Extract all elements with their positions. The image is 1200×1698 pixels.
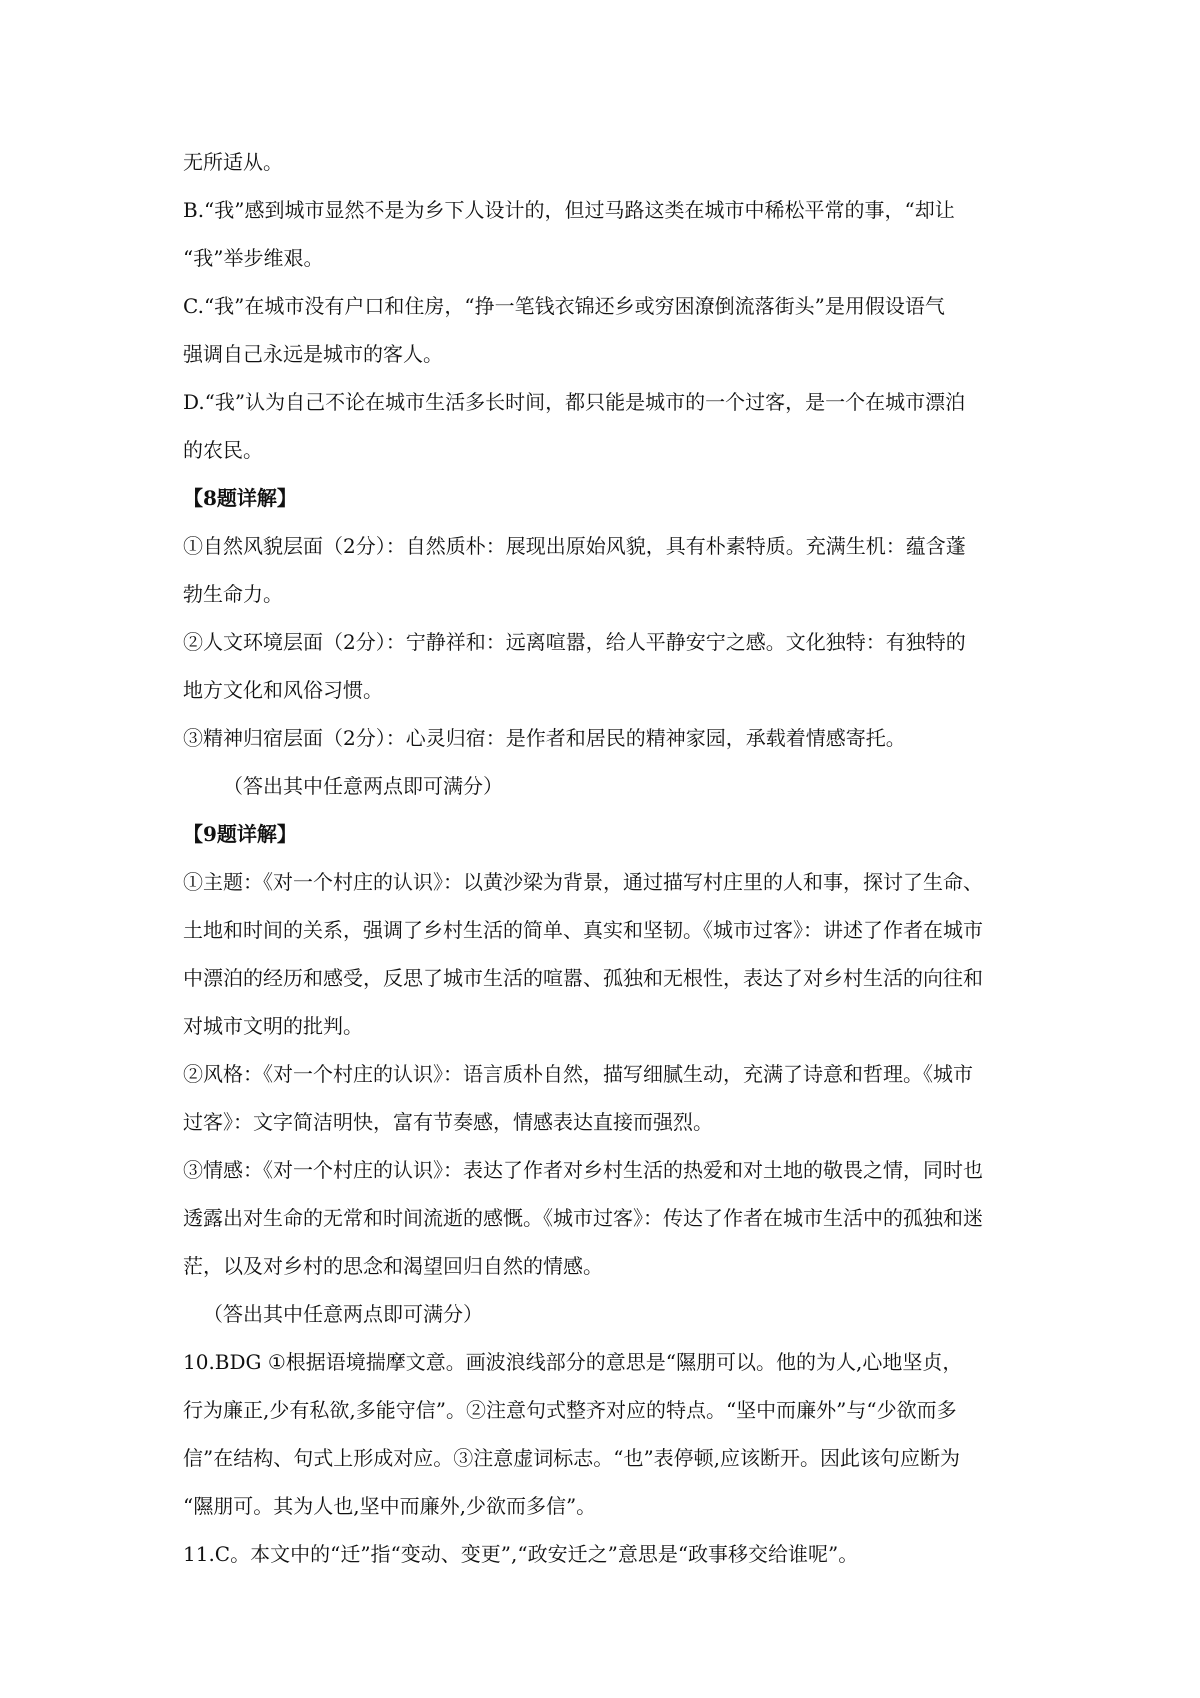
- q8-point-1-line-1: ①自然风貌层面（2分）：自然质朴：展现出原始风貌，具有朴素特质。充满生机：蕴含蓬: [183, 534, 966, 558]
- q9-point-1-line-1: ①主题：《对一个村庄的认识》：以黄沙梁为背景，通过描写村庄里的人和事，探讨了生命、: [183, 870, 983, 894]
- text-line: 无所适从。: [183, 150, 283, 174]
- option-d-line-1: D.“我”认为自己不论在城市生活多长时间，都只能是城市的一个过客，是一个在城市漂泊: [183, 390, 966, 414]
- q9-point-1-line-2: 土地和时间的关系，强调了乡村生活的简单、真实和坚韧。《城市过客》：讲述了作者在城市: [183, 918, 983, 942]
- q8-note: （答出其中任意两点即可满分）: [223, 774, 503, 798]
- q9-point-3-line-2: 透露出对生命的无常和时间流逝的感慨。《城市过客》：传达了作者在城市生活中的孤独和迷: [183, 1206, 983, 1230]
- q9-heading: 【9题详解】: [183, 822, 297, 846]
- q9-point-2-line-2: 过客》：文字简洁明快，富有节奏感，情感表达直接而强烈。: [183, 1110, 713, 1134]
- q8-point-3: ③精神归宿层面（2分）：心灵归宿：是作者和居民的精神家园，承载着情感寄托。: [183, 726, 906, 750]
- q10-line-2: 行为廉正,少有私欲,多能守信”。②注意句式整齐对应的特点。“坚中而廉外”与“少欲而多: [183, 1398, 957, 1422]
- q9-note: （答出其中任意两点即可满分）: [203, 1302, 483, 1326]
- option-b-line-1: B.“我”感到城市显然不是为乡下人设计的，但过马路这类在城市中稀松平常的事，“却让: [183, 198, 955, 222]
- q9-point-3-line-3: 茫，以及对乡村的思念和渴望回归自然的情感。: [183, 1254, 603, 1278]
- option-c-line-2: 强调自己永远是城市的客人。: [183, 342, 443, 366]
- option-d-line-2: 的农民。: [183, 438, 263, 462]
- q8-heading: 【8题详解】: [183, 486, 297, 510]
- q10-line-4: “隰朋可。其为人也,坚中而廉外,少欲而多信”。: [183, 1494, 597, 1518]
- option-b-line-2: “我”举步维艰。: [183, 246, 324, 270]
- q9-point-1-line-4: 对城市文明的批判。: [183, 1014, 363, 1038]
- q10-line-3: 信”在结构、句式上形成对应。③注意虚词标志。“也”表停顿,应该断开。因此该句应断为: [183, 1446, 961, 1470]
- q11-line: 11.C。本文中的“迁”指“变动、变更”,“政安迁之”意思是“政事移交给谁呢”。: [183, 1542, 859, 1566]
- q9-point-2-line-1: ②风格：《对一个村庄的认识》：语言质朴自然，描写细腻生动，充满了诗意和哲理。《城市: [183, 1062, 973, 1086]
- document-body: [183, 150, 1026, 1590]
- q8-point-1-line-2: 勃生命力。: [183, 582, 283, 606]
- q9-point-1-line-3: 中漂泊的经历和感受，反思了城市生活的喧嚣、孤独和无根性，表达了对乡村生活的向往和: [183, 966, 983, 990]
- q8-point-2-line-2: 地方文化和风俗习惯。: [183, 678, 383, 702]
- option-c-line-1: C.“我”在城市没有户口和住房，“挣一笔钱衣锦还乡或穷困潦倒流落街头”是用假设语气: [183, 294, 945, 318]
- q8-point-2-line-1: ②人文环境层面（2分）：宁静祥和：远离喧嚣，给人平静安宁之感。文化独特：有独特的: [183, 630, 966, 654]
- q10-line-1: 10.BDG ①根据语境揣摩文意。画波浪线部分的意思是“隰朋可以。他的为人,心地坚贞，: [183, 1350, 963, 1374]
- q9-point-3-line-1: ③情感：《对一个村庄的认识》：表达了作者对乡村生活的热爱和对土地的敬畏之情，同时也: [183, 1158, 983, 1182]
